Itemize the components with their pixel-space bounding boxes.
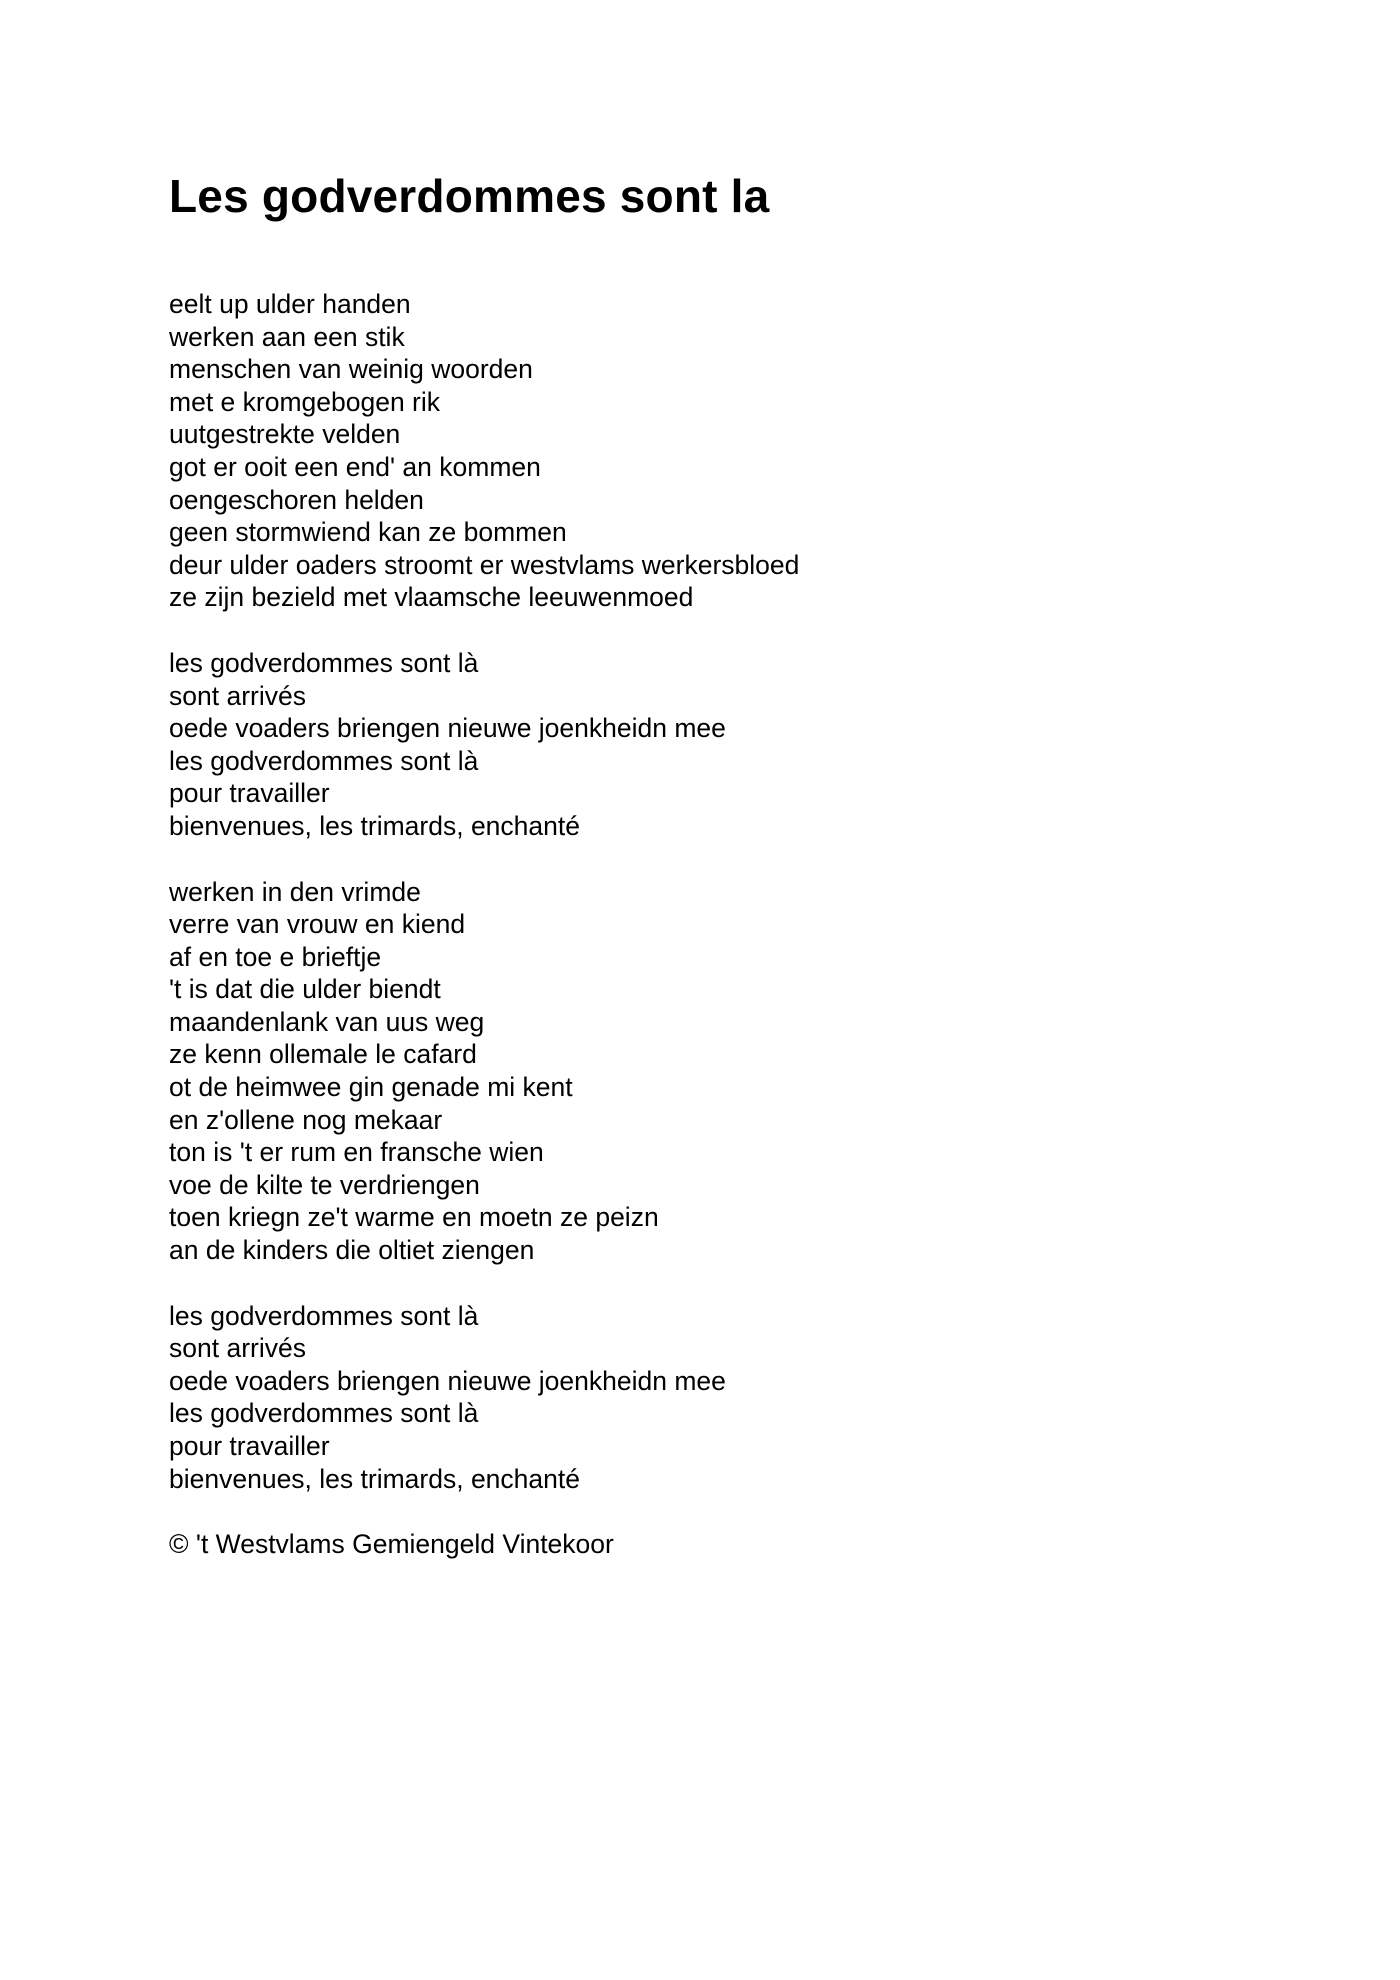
- lyric-line: les godverdommes sont là: [169, 745, 479, 776]
- lyric-line: ze kenn ollemale le cafard: [169, 1039, 477, 1070]
- lyric-line: oede voaders briengen nieuwe joenkheidn mee: [169, 713, 726, 744]
- lyric-line: af en toe e brieftje: [169, 941, 382, 972]
- lyric-line: les godverdommes sont là: [169, 1398, 479, 1429]
- lyric-line: ze zijn bezield met vlaamsche leeuwenmoed: [169, 582, 694, 613]
- lyric-line: pour travailler: [169, 778, 330, 809]
- lyrics-body: [169, 288, 1269, 1561]
- lyric-line: werken in den vrimde: [169, 876, 421, 907]
- lyric-line: les godverdommes sont là: [169, 647, 479, 678]
- lyric-line: verre van vrouw en kiend: [169, 909, 466, 940]
- lyric-line: werken aan een stik: [169, 321, 405, 352]
- lyric-line: 't is dat die ulder biendt: [169, 974, 441, 1005]
- lyric-line: sont arrivés: [169, 680, 306, 711]
- lyric-line: les godverdommes sont là: [169, 1300, 479, 1331]
- lyric-line: eelt up ulder handen: [169, 289, 411, 319]
- lyric-line: sont arrivés: [169, 1333, 306, 1364]
- stanza: [169, 876, 1269, 1267]
- lyric-line: pour travailler: [169, 1431, 330, 1461]
- lyric-line: voe de kilte te verdriengen: [169, 1169, 480, 1200]
- lyric-line: maandenlank van uus weg: [169, 1006, 485, 1037]
- lyric-line: ot de heimwee gin genade mi kent: [169, 1072, 573, 1103]
- lyric-line: uutgestrekte velden: [169, 419, 401, 450]
- lyric-line: ton is 't er rum en fransche wien: [169, 1137, 544, 1168]
- lyric-line: en z'ollene nog mekaar: [169, 1104, 443, 1135]
- lyric-line: bienvenues, les trimards, enchanté: [169, 810, 580, 841]
- lyric-line: got er ooit een end' an kommen: [169, 451, 541, 482]
- lyric-line: toen kriegn ze't warme en moetn ze peizn: [169, 1202, 659, 1233]
- copyright-notice: © 't Westvlams Gemiengeld Vintekoor: [169, 1529, 614, 1560]
- lyric-line: met e kromgebogen rik: [169, 386, 441, 417]
- lyric-line: oede voaders briengen nieuwe joenkheidn mee: [169, 1365, 726, 1396]
- lyric-line: menschen van weinig woorden: [169, 354, 533, 385]
- lyric-line: deur ulder oaders stroomt er westvlams werkersbloed: [169, 549, 800, 580]
- lyric-line: geen stormwiend kan ze bommen: [169, 517, 567, 548]
- stanza: [169, 647, 1269, 843]
- song-title: Les godverdommes sont la: [169, 170, 770, 222]
- lyric-line: oengeschoren helden: [169, 484, 424, 515]
- stanza: [169, 1300, 1269, 1496]
- lyric-line: bienvenues, les trimards, enchanté: [169, 1463, 580, 1494]
- lyric-line: an de kinders die oltiet ziengen: [169, 1235, 535, 1266]
- stanza: [169, 288, 1269, 614]
